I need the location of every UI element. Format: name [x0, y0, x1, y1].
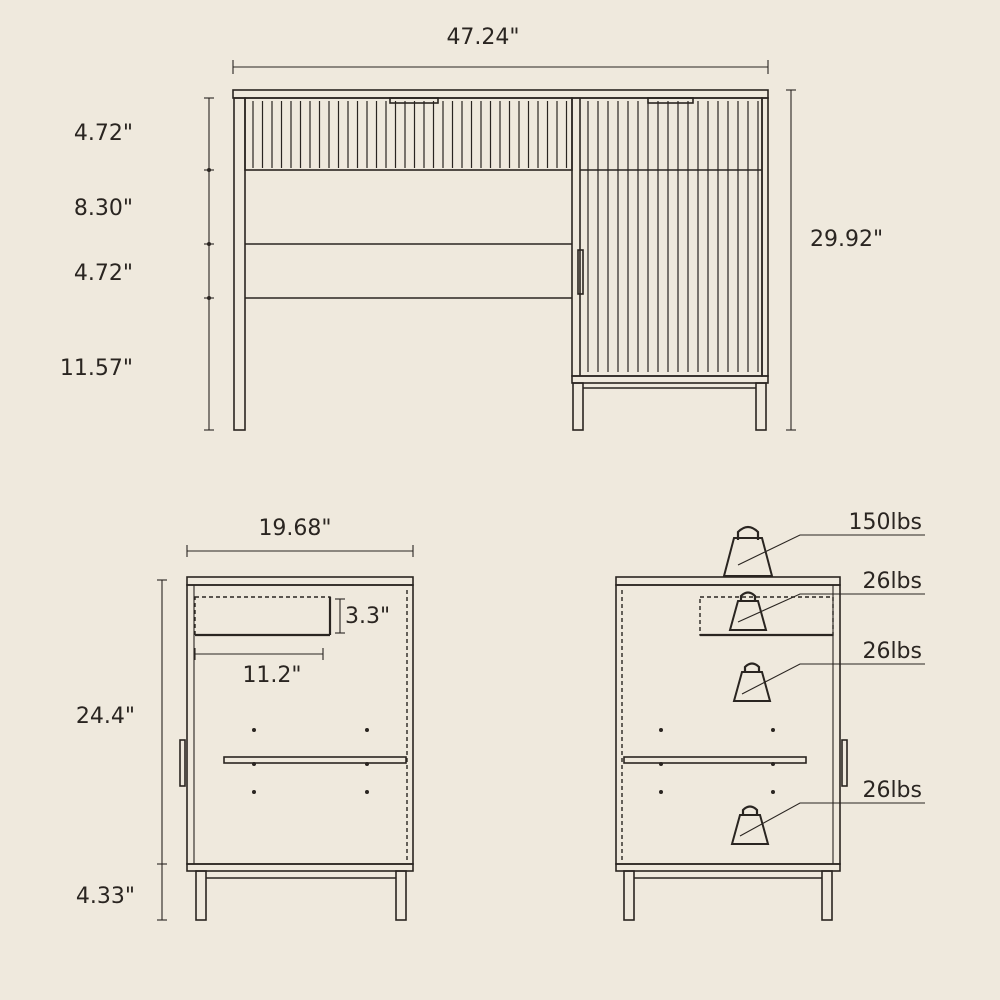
top-load-label: 150lbs — [848, 510, 922, 535]
left-drawer-flutes — [253, 101, 567, 168]
cabinet-flutes — [588, 101, 758, 372]
drawer-height-label: 3.3" — [345, 604, 391, 629]
drawer-depth-label: 11.2" — [242, 663, 302, 688]
front-total-height-label: 29.92" — [810, 227, 884, 252]
side-leg-height-label: 4.33" — [75, 884, 135, 909]
front-segment-3-label: 4.72" — [73, 261, 133, 286]
load-cabinet-drawing — [616, 577, 847, 920]
drawer-load-leader — [738, 594, 925, 622]
front-width-label: 47.24" — [446, 25, 520, 50]
side-depth-label: 19.68" — [258, 516, 332, 541]
front-width-dimension — [233, 25, 768, 74]
front-segment-2-label: 8.30" — [73, 196, 133, 221]
front-left-height-dimension — [60, 98, 214, 430]
load-view — [616, 510, 925, 920]
weight-bag-icon — [732, 807, 768, 845]
right-drawer-handle — [648, 98, 693, 103]
side-depth-dimension — [187, 516, 413, 557]
side-height-dimension — [76, 580, 167, 920]
bottom-shelf-load-label: 26lbs — [862, 778, 922, 803]
front-total-height-dimension — [786, 90, 883, 430]
drawer-load-label: 26lbs — [862, 569, 922, 594]
front-segment-1-label: 4.72" — [73, 121, 133, 146]
desk-front-drawing — [233, 90, 768, 430]
left-drawer-handle — [390, 98, 438, 103]
front-view — [60, 25, 883, 430]
front-segment-4-label: 11.57" — [59, 356, 133, 381]
side-view — [76, 516, 413, 920]
middle-shelf-load-label: 26lbs — [862, 639, 922, 664]
side-shelf — [224, 757, 406, 763]
side-body-height-label: 24.4" — [75, 704, 135, 729]
side-cabinet-drawing — [180, 577, 413, 920]
